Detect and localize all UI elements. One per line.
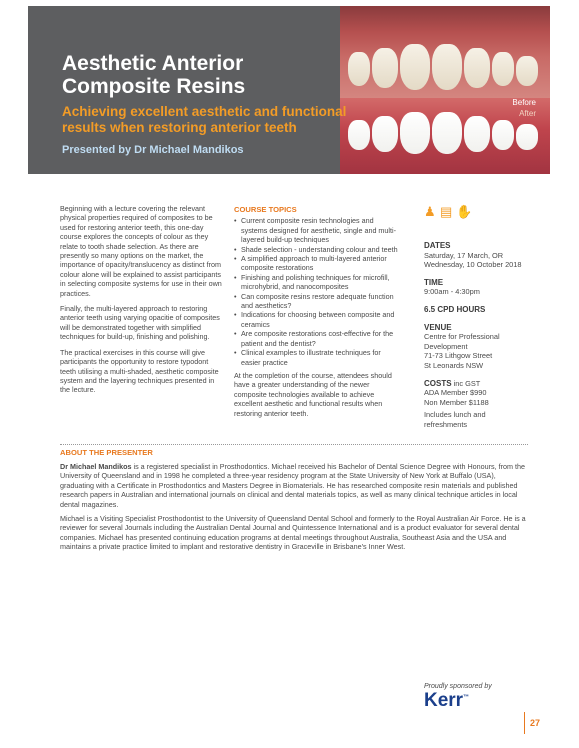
cpd-hours: 6.5 CPD HOURS <box>424 304 486 314</box>
kerr-brand: Kerr <box>424 690 464 711</box>
icon-row <box>424 205 524 219</box>
about-presenter-text <box>60 462 530 557</box>
course-topics-column <box>234 205 400 424</box>
time-block <box>424 278 524 297</box>
costs-heading: COSTS <box>424 378 452 388</box>
before-label: Before <box>512 98 536 107</box>
costs-note: inc GST <box>453 378 481 388</box>
date-line: Wednesday, 10 October 2018 <box>424 260 522 270</box>
course-topics-list <box>234 216 400 367</box>
header-banner <box>28 6 550 174</box>
topic-item: • Indications for choosing between composite and ceramics <box>234 310 400 329</box>
course-conclusion: At the completion of the course, attendees should have a greater understanding of the newer composite technologies available to achieve excellent aesthetic and functional results when restoring anterior teeth. <box>234 370 392 418</box>
about-presenter-heading: ABOUT THE PRESENTER <box>60 448 153 457</box>
venue-line: 71-73 Lithgow Street <box>424 351 493 361</box>
about-paragraph-body: is a registered specialist in Prosthodontics. Michael received his Bachelor of Dental Science Degree with Honours, from the University of Queensland and in 1998 he completed a three-year residency program at the State University of New York at Buffalo (USA), graduating with a Certificate in Prosthodontics and Masters Degree in Biomaterials. He has researched composite resin materials and published research papers in Australian and international journals on clinical and dental materials topics, as well as many clinical technique articles in local dental magazines. <box>60 462 526 509</box>
costs-block <box>424 379 524 430</box>
topic-item: • Current composite resin technologies and systems designed for aesthetic, single and multi-layered build-up techniques <box>234 216 400 244</box>
date-line: Saturday, 17 March, OR <box>424 250 504 260</box>
venue-line: St Leonards NSW <box>424 360 484 370</box>
cost-line: ADA Member $990 <box>424 388 487 398</box>
page-title: Aesthetic Anterior Composite Resins <box>62 52 246 98</box>
course-topics-heading: COURSE TOPICS <box>234 205 297 214</box>
venue-block <box>424 323 524 371</box>
intro-paragraph: Beginning with a lecture covering the relevant physical properties required of composites to be used for restoring anterior teeth, this one-day course explores the concepts of colour as they relate to tooth shade selection. As there are presently so many options on the market, the importance of opacity/translucency as distinct from colour alone will be explained to assist participants in selecting composite systems for use in their own practices. <box>60 204 222 298</box>
page-number: 27 <box>530 718 541 728</box>
venue-line: Development <box>424 341 468 351</box>
page-subtitle: Achieving excellent aesthetic and functional results when restoring anterior teeth <box>62 104 347 135</box>
sponsor-label: Proudly sponsored by <box>424 683 492 690</box>
topic-item: • Finishing and polishing techniques for microfill, microhybrid, and nanocomposites <box>234 273 400 292</box>
intro-paragraph: Finally, the multi-layered approach to restoring anterior teeth using varying opacitie of composites will be demonstrated together with simplified techniques for build-up, finishing and polishing. <box>60 304 220 342</box>
section-divider <box>60 444 528 445</box>
venue-line: Centre for Professional <box>424 332 500 342</box>
topic-item: • A simplified approach to multi-layered anterior composite restorations <box>234 254 400 273</box>
topic-item: • Clinical examples to illustrate techniques for easier practice <box>234 348 400 367</box>
cost-line: Non Member $1188 <box>424 397 489 407</box>
event-details-sidebar <box>424 205 524 438</box>
person-icon: ♟ <box>424 204 436 219</box>
topic-item: • Are composite restorations cost-effective for the patient and the dentist? <box>234 329 400 348</box>
clipboard-icon: ▤ <box>440 204 453 219</box>
about-paragraph: Michael is a Visiting Specialist Prosthodontist to the University of Queensland Dental School and formerly to the Royal Australian Air Force. He is a reviewer for several Journals including the Australian Dental Journal and Quintessence International and is a product evaluator for several dental companies. Michael has presented continuing education programs at dental meetings throughout Australia, Southeast Asia and the USA and maintains a private practice limited to implant and restorative dentistry in Graceville in Brisbane's Inner West. <box>60 514 526 552</box>
intro-column <box>60 204 222 401</box>
presenter-name: Dr Michael Mandikos <box>60 462 132 471</box>
before-after-teeth-photo <box>340 6 550 174</box>
dates-heading: DATES <box>424 241 451 250</box>
hand-icon: ✋ <box>456 204 473 219</box>
dates-block <box>424 241 524 270</box>
time-heading: TIME <box>424 277 444 287</box>
venue-heading: VENUE <box>424 322 452 332</box>
presenter-line: Presented by Dr Michael Mandikos <box>62 144 244 156</box>
page-number-rule <box>524 712 525 734</box>
time-value: 9:00am - 4:30pm <box>424 287 480 297</box>
about-paragraph <box>60 462 530 509</box>
topic-item: • Shade selection - understanding colour and teeth <box>234 245 400 254</box>
includes-note: Includes lunch and refreshments <box>424 410 486 429</box>
trademark-symbol: ™ <box>463 694 470 701</box>
intro-paragraph: The practical exercises in this course will give participants the opportunity to restore typodont teeth utilising a multi-shaded, aesthetic composite system and the layering techniques presented in the lecture. <box>60 347 219 395</box>
topic-item: • Can composite resins restore adequate function and aesthetics? <box>234 292 400 311</box>
cpd-block <box>424 305 524 315</box>
kerr-logo <box>424 690 469 712</box>
after-label: After <box>519 109 536 118</box>
photo-before <box>340 6 550 98</box>
